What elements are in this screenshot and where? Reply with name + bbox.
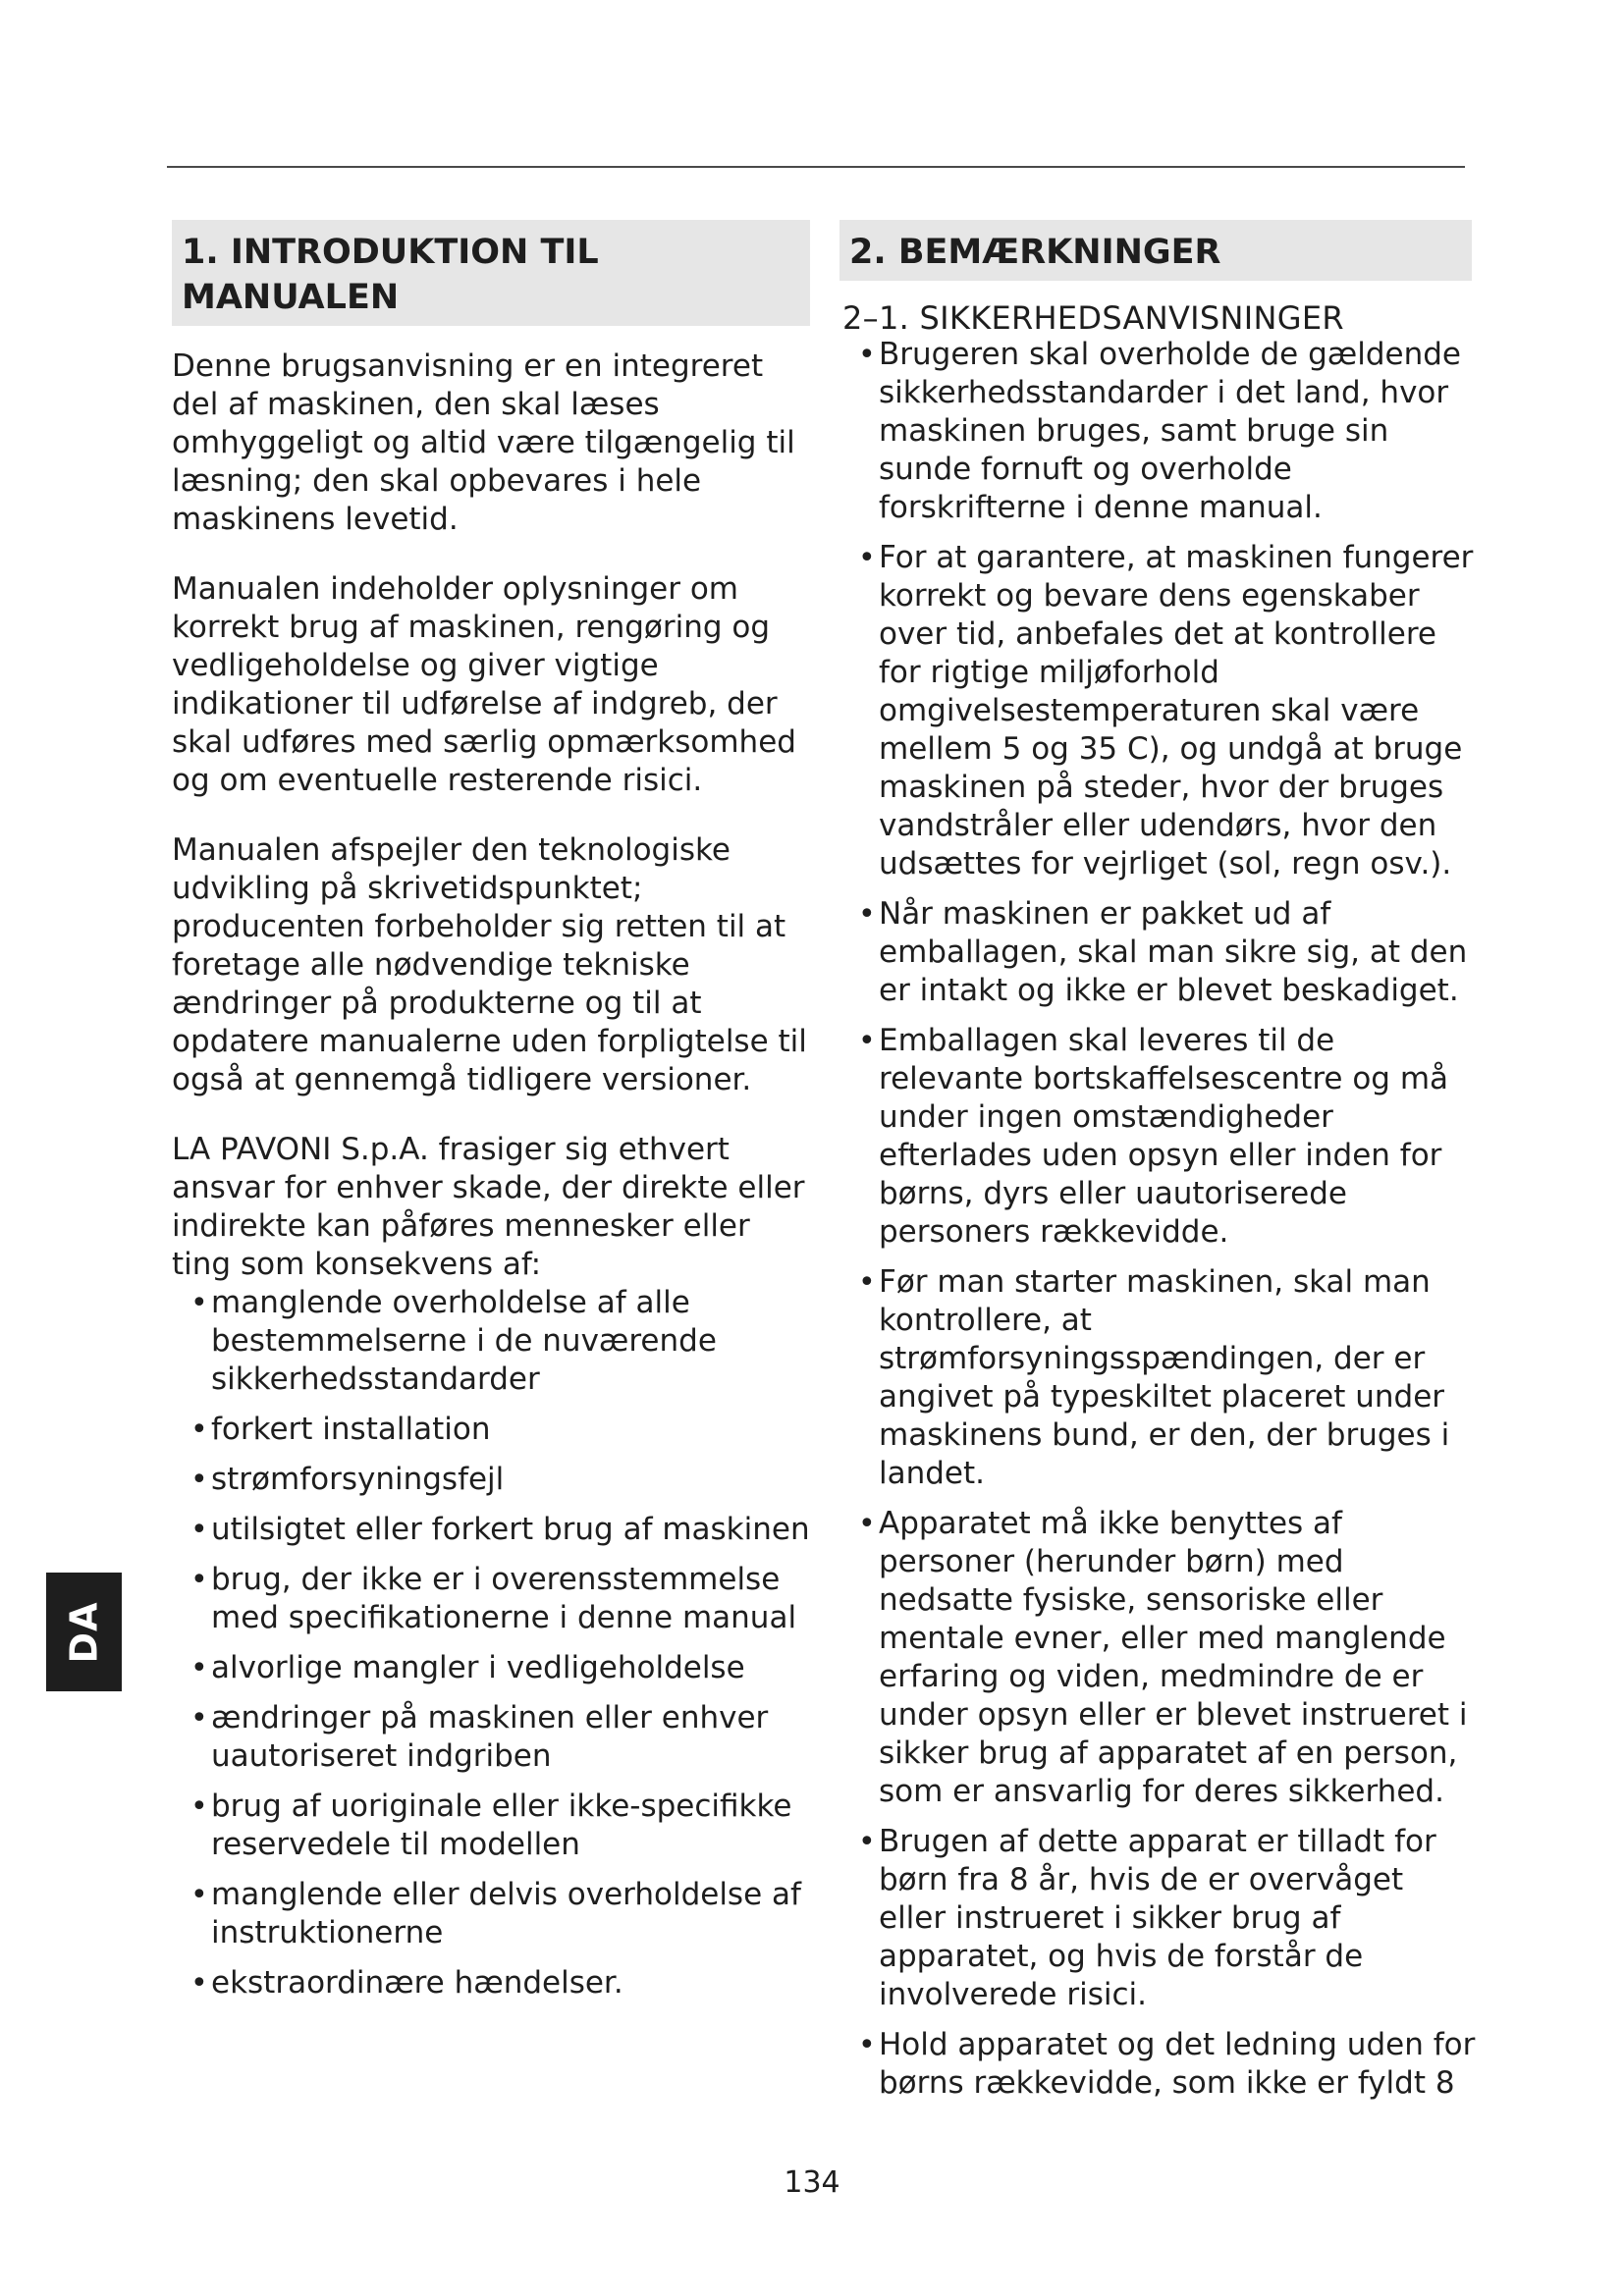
intro-paragraph-1: Denne brugsanvisning er en integreret del af maskinen, den skal læses omhyggeligt og altid være tilgængelig til læsning; den skal opbevares i hele maskinens levetid. (172, 348, 795, 537)
list-item: • strømforsyningsfejl (190, 1462, 505, 1497)
bullet-icon: • (858, 541, 876, 575)
list-item: • brug af uoriginale eller ikke-specifikke reservedele til modellen (190, 1789, 792, 1862)
list-item: • ekstraordinære hændelser. (190, 1965, 623, 2001)
bullet-icon: • (858, 897, 876, 932)
bullet-icon: • (190, 1413, 208, 1447)
list-item: • Når maskinen er pakket ud af emballagen, skal man sikre sig, at den er intakt og ikke er blevet beskadiget. (858, 896, 1468, 1008)
bullet-icon: • (190, 1966, 208, 2001)
list-item: • Brugeren skal overholde de gældende sikkerhedsstandarder i det land, hvor maskinen bruges, samt bruge sin sunde fornuft og overholde forskrifterne i denne manual. (858, 337, 1461, 525)
bullet-icon: • (190, 1878, 208, 1912)
bullet-icon: • (858, 2028, 876, 2062)
bullet-icon: • (190, 1789, 208, 1824)
list-item: • manglende overholdelse af alle bestemmelserne i de nuværende sikkerhedsstandarder (190, 1285, 717, 1397)
bullet-icon: • (190, 1513, 208, 1547)
bullet-icon: • (190, 1563, 208, 1597)
bullet-icon: • (858, 1825, 876, 1859)
list-item: • Apparatet må ikke benyttes af personer (herunder børn) med nedsatte fysiske, sensoriske eller mentale evner, eller med manglende erfaring og viden, medmindre de er under opsyn eller er blevet instrueret i sikker brug af apparatet af en person, som er ansvarlig for deres sikkerhed. (858, 1506, 1468, 1809)
intro-paragraph-3: Manualen afspejler den teknologiske udvikling på skrivetidspunktet; producenten forbeholder sig retten til at foretage alle nødvendige tekniske ændringer på produkterne og til at opdatere manualerne uden forpligtelse til også at gennemgå tidligere versioner. (172, 832, 807, 1097)
section2-heading: 2. BEMÆRKNINGER (839, 220, 1472, 281)
list-item: • utilsigtet eller forkert brug af maskinen (190, 1512, 810, 1547)
list-item: • forkert installation (190, 1412, 491, 1447)
list-item: • manglende eller delvis overholdelse af instruktionerne (190, 1877, 801, 1950)
bullet-icon: • (190, 1701, 208, 1735)
bullet-icon: • (858, 338, 876, 372)
bullet-icon: • (858, 1265, 876, 1300)
list-item: • brug, der ikke er i overensstemmelse med specifikationerne i denne manual (190, 1562, 797, 1635)
safety-list (839, 336, 1478, 2103)
safety-subheading: 2–1. SIKKERHEDSANVISNINGER (842, 299, 1344, 337)
list-item: • alvorlige mangler i vedligeholdelse (190, 1650, 745, 1685)
list-item: • Hold apparatet og det ledning uden for børns rækkevidde, som ikke er fyldt 8 (858, 2027, 1476, 2101)
intro-paragraph-4: LA PAVONI S.p.A. frasiger sig ethvert ansvar for enhver skade, der direkte eller indirekte kan påføres mennesker eller ting som konsekvens af: (172, 1132, 805, 1282)
page-number: 134 (784, 2165, 840, 2200)
top-rule (167, 166, 1465, 168)
bullet-icon: • (858, 1507, 876, 1541)
bullet-icon: • (190, 1651, 208, 1685)
bullet-icon: • (190, 1463, 208, 1497)
right-column (839, 220, 1478, 2103)
intro-paragraph-2: Manualen indeholder oplysninger om korrekt brug af maskinen, rengøring og vedligeholdelse og giver vigtige indikationer til udførelse af indgreb, der skal udføres med særlig opmærksomhed og om eventuelle resterende risici. (172, 571, 796, 798)
list-item: • Før man starter maskinen, skal man kontrollere, at strømforsyningsspændingen, der er angivet på typeskiltet placeret under maskinens bund, er den, der bruges i landet. (858, 1264, 1450, 1491)
section1-body (172, 347, 810, 1284)
bullet-icon: • (190, 1286, 208, 1320)
list-item: • For at garantere, at maskinen fungerer korrekt og bevare dens egenskaber over tid, anbefales det at kontrollere for rigtige miljøforhold omgivelsestemperaturen skal være mellem 5 og 35 C), og undgå at bruge maskinen på steder, hvor der bruges vandstråler eller udendørs, hvor den udsættes for vejrliget (sol, regn osv.). (858, 540, 1474, 881)
left-column (172, 220, 810, 2002)
section1-heading: 1. INTRODUKTION TIL MANUALEN (172, 220, 810, 326)
liability-list (172, 1284, 810, 2002)
language-tab (46, 1573, 122, 1691)
list-item: • Brugen af dette apparat er tilladt for børn fra 8 år, hvis de er overvåget eller instrueret i sikker brug af apparatet, og hvis de forstår de involverede risici. (858, 1824, 1436, 2012)
list-item: • Emballagen skal leveres til de relevante bortskaffelsescentre og må under ingen omstændigheder efterlades uden opsyn eller inden for børns, dyrs eller uautoriserede personers rækkevidde. (858, 1023, 1449, 1250)
list-item: • ændringer på maskinen eller enhver uautoriseret indgriben (190, 1700, 769, 1774)
bullet-icon: • (858, 1024, 876, 1058)
language-tab-label: DA (62, 1601, 106, 1663)
